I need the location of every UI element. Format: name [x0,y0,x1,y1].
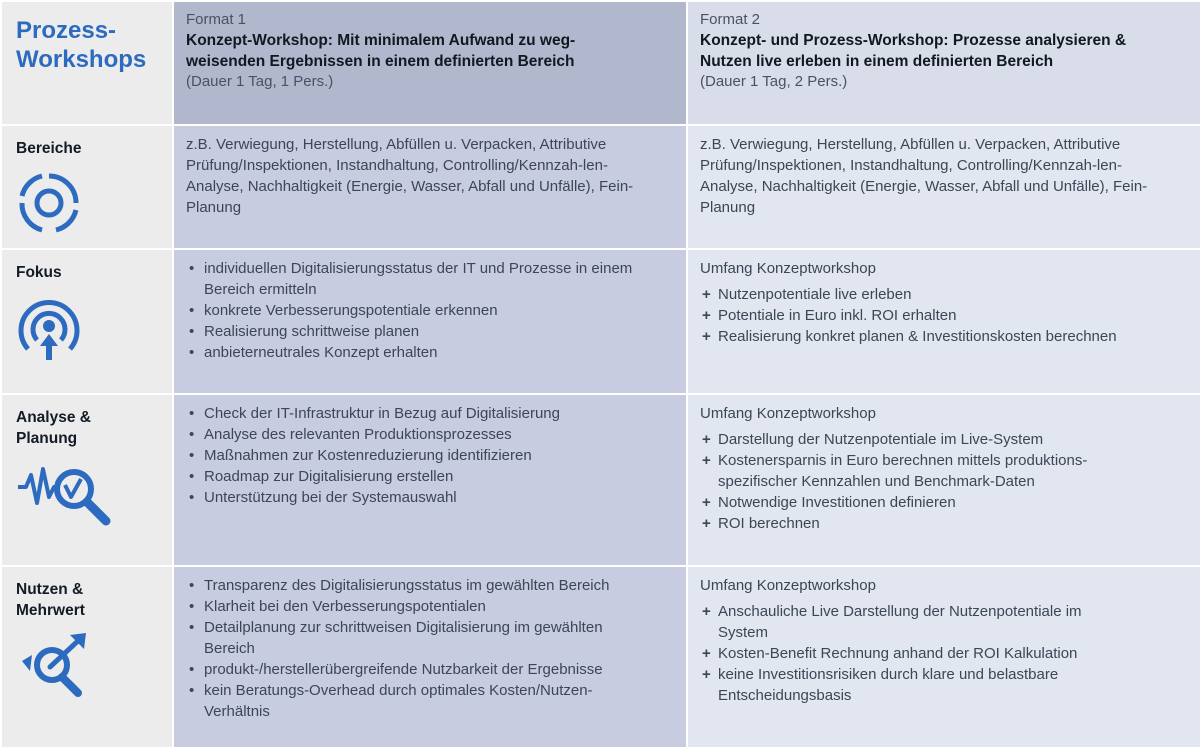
list-item: • Unterstützung bei der Systemauswahl [186,487,666,508]
fokus-label: Fokus [16,264,62,281]
pulse-magnifier-icon [16,463,116,529]
nutzen-format2-intro: Umfang Konzeptworkshop [700,577,876,594]
list-item: • Transparenz des Digitalisierungsstatus im gewählten Bereich [186,575,646,596]
nutzen-format2-list [700,601,1115,706]
bereiche-format1-text: z.B. Verwiegung, Herstellung, Abfüllen u. Verpacken, Attributive Prüfung/Inspektionen, Instandhaltung, Controlling/Kennzah-len-Analyse, Nachhaltigkeit (Energie, Wasser, Abfall und Unfälle), Fein-Planung [186,136,634,216]
fokus-format2-intro: Umfang Konzeptworkshop [700,260,876,277]
bereiche-format1 [174,126,686,248]
row-label-fokus [2,250,172,393]
format2-title: Konzept- und Prozess-Workshop: Prozesse analysieren & Nutzen live erleben in einem definierten Bereich [700,32,1127,70]
list-item: + Notwendige Investitionen definieren [700,492,1145,513]
list-item: + Kosten-Benefit Rechnung anhand der ROI Kalkulation [700,643,1115,664]
analyse-label [16,407,166,449]
list-item: • individuellen Digitalisierungsstatus der IT und Prozesse in einem Bereich ermitteln [186,258,636,300]
list-item: • Realisierung schrittweise planen [186,321,636,342]
list-item: • Klarheit bei den Verbesserungspotentialen [186,596,646,617]
header-label-cell [2,2,172,124]
list-item: • Analyse des relevanten Produktionsprozesses [186,424,666,445]
list-item: • Maßnahmen zur Kostenreduzierung identifizieren [186,445,666,466]
nutzen-label-line-1: Nutzen & [16,581,84,598]
fokus-format2 [688,250,1200,393]
nutzen-label-line-2: Mehrwert [16,602,85,619]
format1-duration: (Dauer 1 Tag, 1 Pers.) [186,73,334,90]
analyse-format2-list [700,429,1145,534]
analyse-format2 [688,395,1200,565]
focus-target-arrow-icon [16,294,82,364]
list-item: + Nutzenpotentiale live erleben [700,284,1180,305]
bereiche-format2 [688,126,1200,248]
list-item: • konkrete Verbesserungspotentiale erkennen [186,300,636,321]
nutzen-format2 [688,567,1200,747]
title-line-1: Prozess- [16,17,117,44]
nutzen-label [16,579,166,621]
analyse-format1 [174,395,686,565]
list-item: • produkt-/herstellerübergreifende Nutzbarkeit der Ergebnisse [186,659,646,680]
list-item: • Roadmap zur Digitalisierung erstellen [186,466,666,487]
nutzen-format1 [174,567,686,747]
page-title [16,14,166,74]
list-item: + keine Investitionsrisiken durch klare und belastbare Entscheidungsbasis [700,664,1115,706]
list-item: + Anschauliche Live Darstellung der Nutzenpotentiale im System [700,601,1115,643]
format1-title: Konzept-Workshop: Mit minimalem Aufwand zu weg-weisenden Ergebnissen in einem definierten Bereich [186,32,576,70]
target-rings-icon [16,170,82,236]
fokus-format1-list [186,258,636,363]
format2-label: Format 2 [700,11,761,28]
nutzen-format1-list [186,575,646,722]
list-item: • kein Beratungs-Overhead durch optimales Kosten/Nutzen-Verhältnis [186,680,646,722]
list-item: + Kostenersparnis in Euro berechnen mittels produktions-spezifischer Kennzahlen und Benchmark-Daten [700,450,1145,492]
list-item: + Darstellung der Nutzenpotentiale im Live-System [700,429,1145,450]
list-item: • Detailplanung zur schrittweisen Digitalisierung im gewählten Bereich [186,617,646,659]
bereiche-format2-text: z.B. Verwiegung, Herstellung, Abfüllen u. Verpacken, Attributive Prüfung/Inspektionen, Instandhaltung, Controlling/Kennzah-len-Analyse, Nachhaltigkeit (Energie, Wasser, Abfall und Unfälle), Fein-Planung [700,136,1148,216]
list-item: + ROI berechnen [700,513,1145,534]
list-item: • Check der IT-Infrastruktur in Bezug auf Digitalisierung [186,403,666,424]
format1-header [174,2,686,124]
row-label-bereiche [2,126,172,248]
analyse-format1-list [186,403,666,508]
list-item: + Realisierung konkret planen & Investitionskosten berechnen [700,326,1180,347]
analyse-label-line-2: Planung [16,430,78,447]
row-label-analyse [2,395,172,565]
fokus-format1 [174,250,686,393]
row-label-nutzen [2,567,172,747]
fokus-format2-list [700,284,1180,347]
list-item: + Potentiale in Euro inkl. ROI erhalten [700,305,1180,326]
format1-label: Format 1 [186,11,247,28]
analyse-format2-intro: Umfang Konzeptworkshop [700,405,876,422]
magnifier-arrow-icon [16,631,96,701]
title-line-2: Workshops [16,46,147,73]
analyse-label-line-1: Analyse & [16,409,91,426]
format2-duration: (Dauer 1 Tag, 2 Pers.) [700,73,848,90]
format2-header [688,2,1200,124]
list-item: • anbieterneutrales Konzept erhalten [186,342,636,363]
bereiche-label: Bereiche [16,140,82,157]
